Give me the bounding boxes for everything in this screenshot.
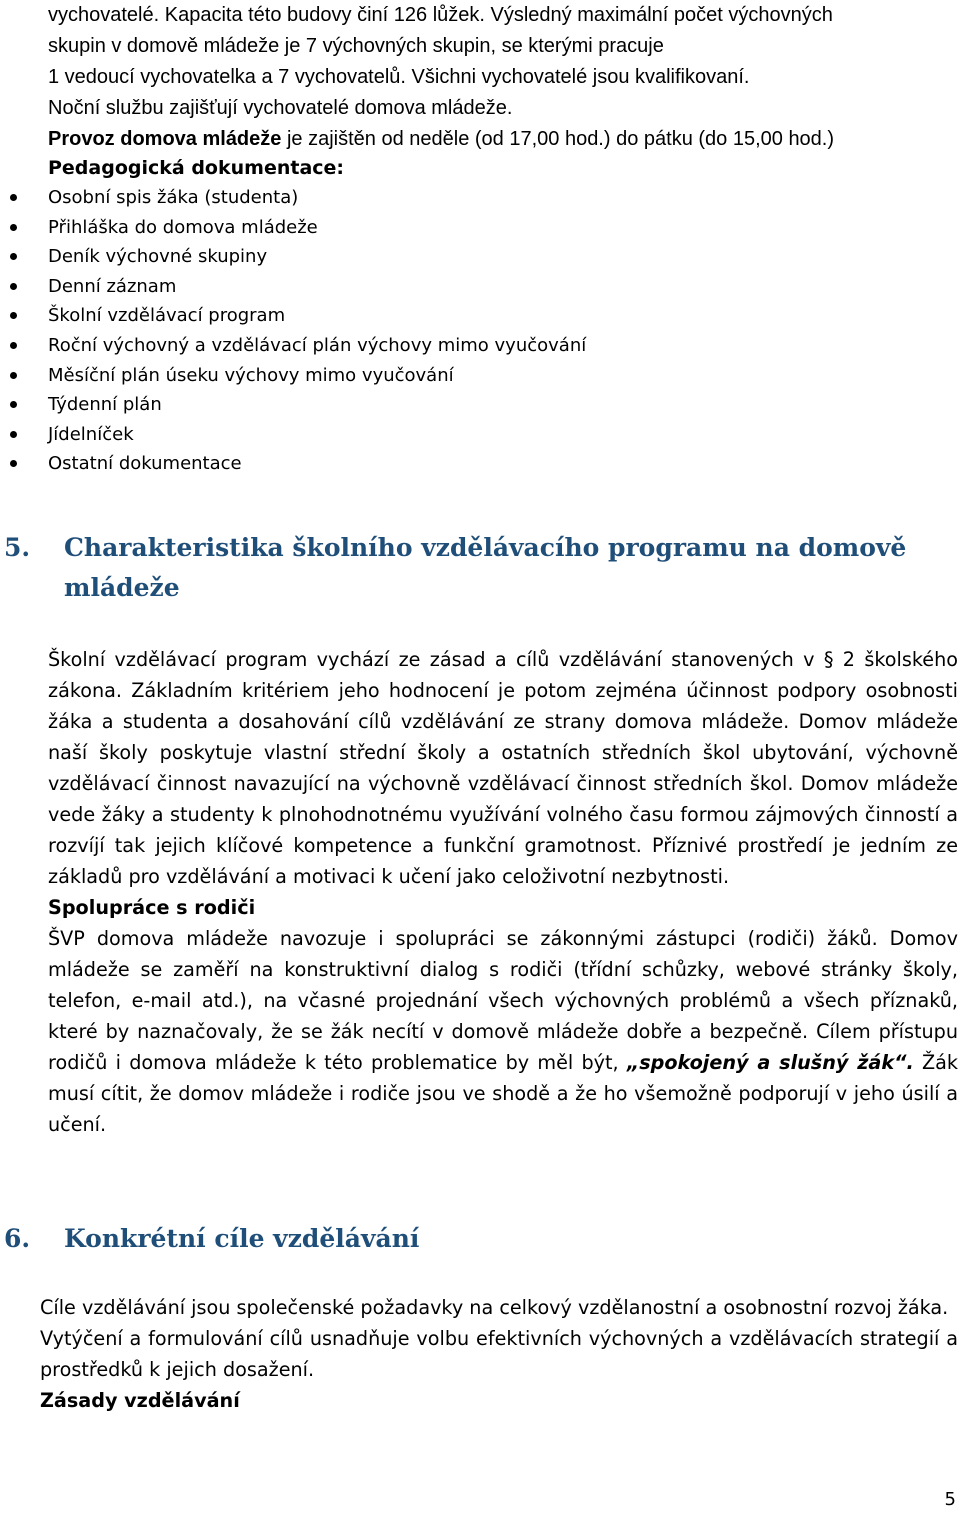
list-item-label: Jídelníček bbox=[48, 423, 134, 445]
bullet-icon bbox=[10, 224, 17, 231]
list-item-label: Školní vzdělávací program bbox=[48, 305, 286, 327]
list-item-label: Denní záznam bbox=[48, 275, 177, 297]
section-title: Konkrétní cíle vzdělávání bbox=[64, 1224, 420, 1253]
list-item bbox=[0, 183, 586, 213]
parents-text: ŠVP domova mládeže navozuje i spolupráci se zákonnými zástupci (rodiči) žáků. Domov mládeže se zaměří na konstruktivní dialog s rodiči (třídní schůzky, webové stránky školy, telefon, e-mail atd.), na včasné projednání všech výchovných problémů a všech příznaků, které by naznačovaly, že se žák necítí v domově mládeže dobře a bezpečně. Cílem přístupu rodičů i domova mládeže k této problematice by měl být, bbox=[48, 927, 958, 1074]
documentation-heading: Pedagogická dokumentace: bbox=[48, 157, 345, 179]
intro-text bbox=[48, 0, 960, 155]
bullet-icon bbox=[10, 372, 17, 379]
goals-paragraph: Cíle vzdělávání jsou společenské požadavky na celkový vzdělanostní a osobnostní rozvoj žáka. bbox=[40, 1296, 949, 1319]
bullet-icon bbox=[10, 401, 17, 408]
goals-paragraph: Vytýčení a formulování cílů usnadňuje volbu efektivních výchovných a vzdělávacích strategií a prostředků k jejich dosažení. bbox=[40, 1327, 958, 1381]
bullet-icon bbox=[10, 312, 17, 319]
parents-emphasis: „spokojený a slušný žák“. bbox=[626, 1051, 914, 1074]
principles-heading: Zásady vzdělávání bbox=[40, 1389, 240, 1412]
program-paragraph: Školní vzdělávací program vychází ze zásad a cílů vzdělávání stanovených v § 2 školského zákona. Základním kritériem jeho hodnocení je potom zejména účinnost podpory osobnosti žáka a studenta a dosahování cílů vzdělávání ze strany domova mládeže. Domov mládeže naší školy poskytuje vlastní střední školy a ostatních středních škol ubytování, výchovně vzdělávací činnost navazující na výchovně vzdělávací činnost středních škol. Domov mládeže vede žáky a studenty k plnohodnotnému využívání volného času formou zájmových činností a rozvíjí tak jejich klíčové kompetence a funkční gramotnost. Příznivé prostředí je jedním ze základů pro vzdělávání a motivaci k učení jako celoživotní nezbytnosti. bbox=[48, 648, 958, 888]
list-item bbox=[0, 449, 586, 479]
section-5-body bbox=[48, 644, 958, 1140]
bullet-icon bbox=[10, 431, 17, 438]
bullet-icon bbox=[10, 342, 17, 349]
list-item-label: Měsíční plán úseku výchovy mimo vyučování bbox=[48, 364, 454, 386]
list-item-label: Ostatní dokumentace bbox=[48, 453, 242, 475]
list-item-label: Deník výchovné skupiny bbox=[48, 246, 268, 268]
section-title: Charakteristika školního vzdělávacího programu na domově mládeže bbox=[64, 533, 907, 602]
intro-line: skupin v domově mládeže je 7 výchovných skupin, se kterými pracuje bbox=[48, 35, 664, 57]
parents-text-end: Žák musí cítit, že domov mládeže i rodiče jsou ve shodě a že ho všemožně podporují v jeho úsilí a učení. bbox=[48, 1051, 958, 1136]
list-item bbox=[0, 272, 586, 302]
bullet-icon bbox=[10, 460, 17, 467]
intro-line: Noční službu zajišťují vychovatelé domova mládeže. bbox=[48, 97, 513, 119]
bullet-icon bbox=[10, 253, 17, 260]
intro-line: 1 vedoucí vychovatelka a 7 vychovatelů. Všichni vychovatelé jsou kvalifikovaní. bbox=[48, 66, 750, 88]
documentation-list bbox=[0, 183, 586, 479]
list-item-label: Přihláška do domova mládeže bbox=[48, 216, 318, 238]
list-item bbox=[0, 301, 586, 331]
bullet-icon bbox=[10, 283, 17, 290]
operation-label: Provoz domova mládeže bbox=[48, 128, 282, 150]
operation-line bbox=[48, 124, 960, 155]
list-item bbox=[0, 420, 586, 450]
list-item bbox=[0, 242, 586, 272]
parents-heading: Spolupráce s rodiči bbox=[48, 896, 256, 919]
page-number: 5 bbox=[944, 1489, 956, 1510]
section-6-heading bbox=[4, 1219, 944, 1259]
list-item bbox=[0, 390, 586, 420]
section-number: 6. bbox=[4, 1224, 31, 1253]
list-item bbox=[0, 361, 586, 391]
section-6-body bbox=[40, 1292, 958, 1416]
intro-line: vychovatelé. Kapacita této budovy činí 126 lůžek. Výsledný maximální počet výchovných bbox=[48, 4, 833, 26]
parents-paragraph bbox=[48, 923, 958, 1140]
list-item-label: Týdenní plán bbox=[48, 394, 162, 416]
list-item-label: Osobní spis žáka (studenta) bbox=[48, 187, 299, 208]
list-item bbox=[0, 213, 586, 243]
section-number: 5. bbox=[4, 533, 31, 562]
section-5-heading bbox=[4, 528, 944, 608]
operation-hours: je zajištěn od neděle (od 17,00 hod.) do pátku (do 15,00 hod.) bbox=[281, 128, 835, 150]
bullet-icon bbox=[10, 194, 17, 201]
list-item-label: Roční výchovný a vzdělávací plán výchovy mimo vyučování bbox=[48, 334, 587, 356]
list-item bbox=[0, 331, 586, 361]
